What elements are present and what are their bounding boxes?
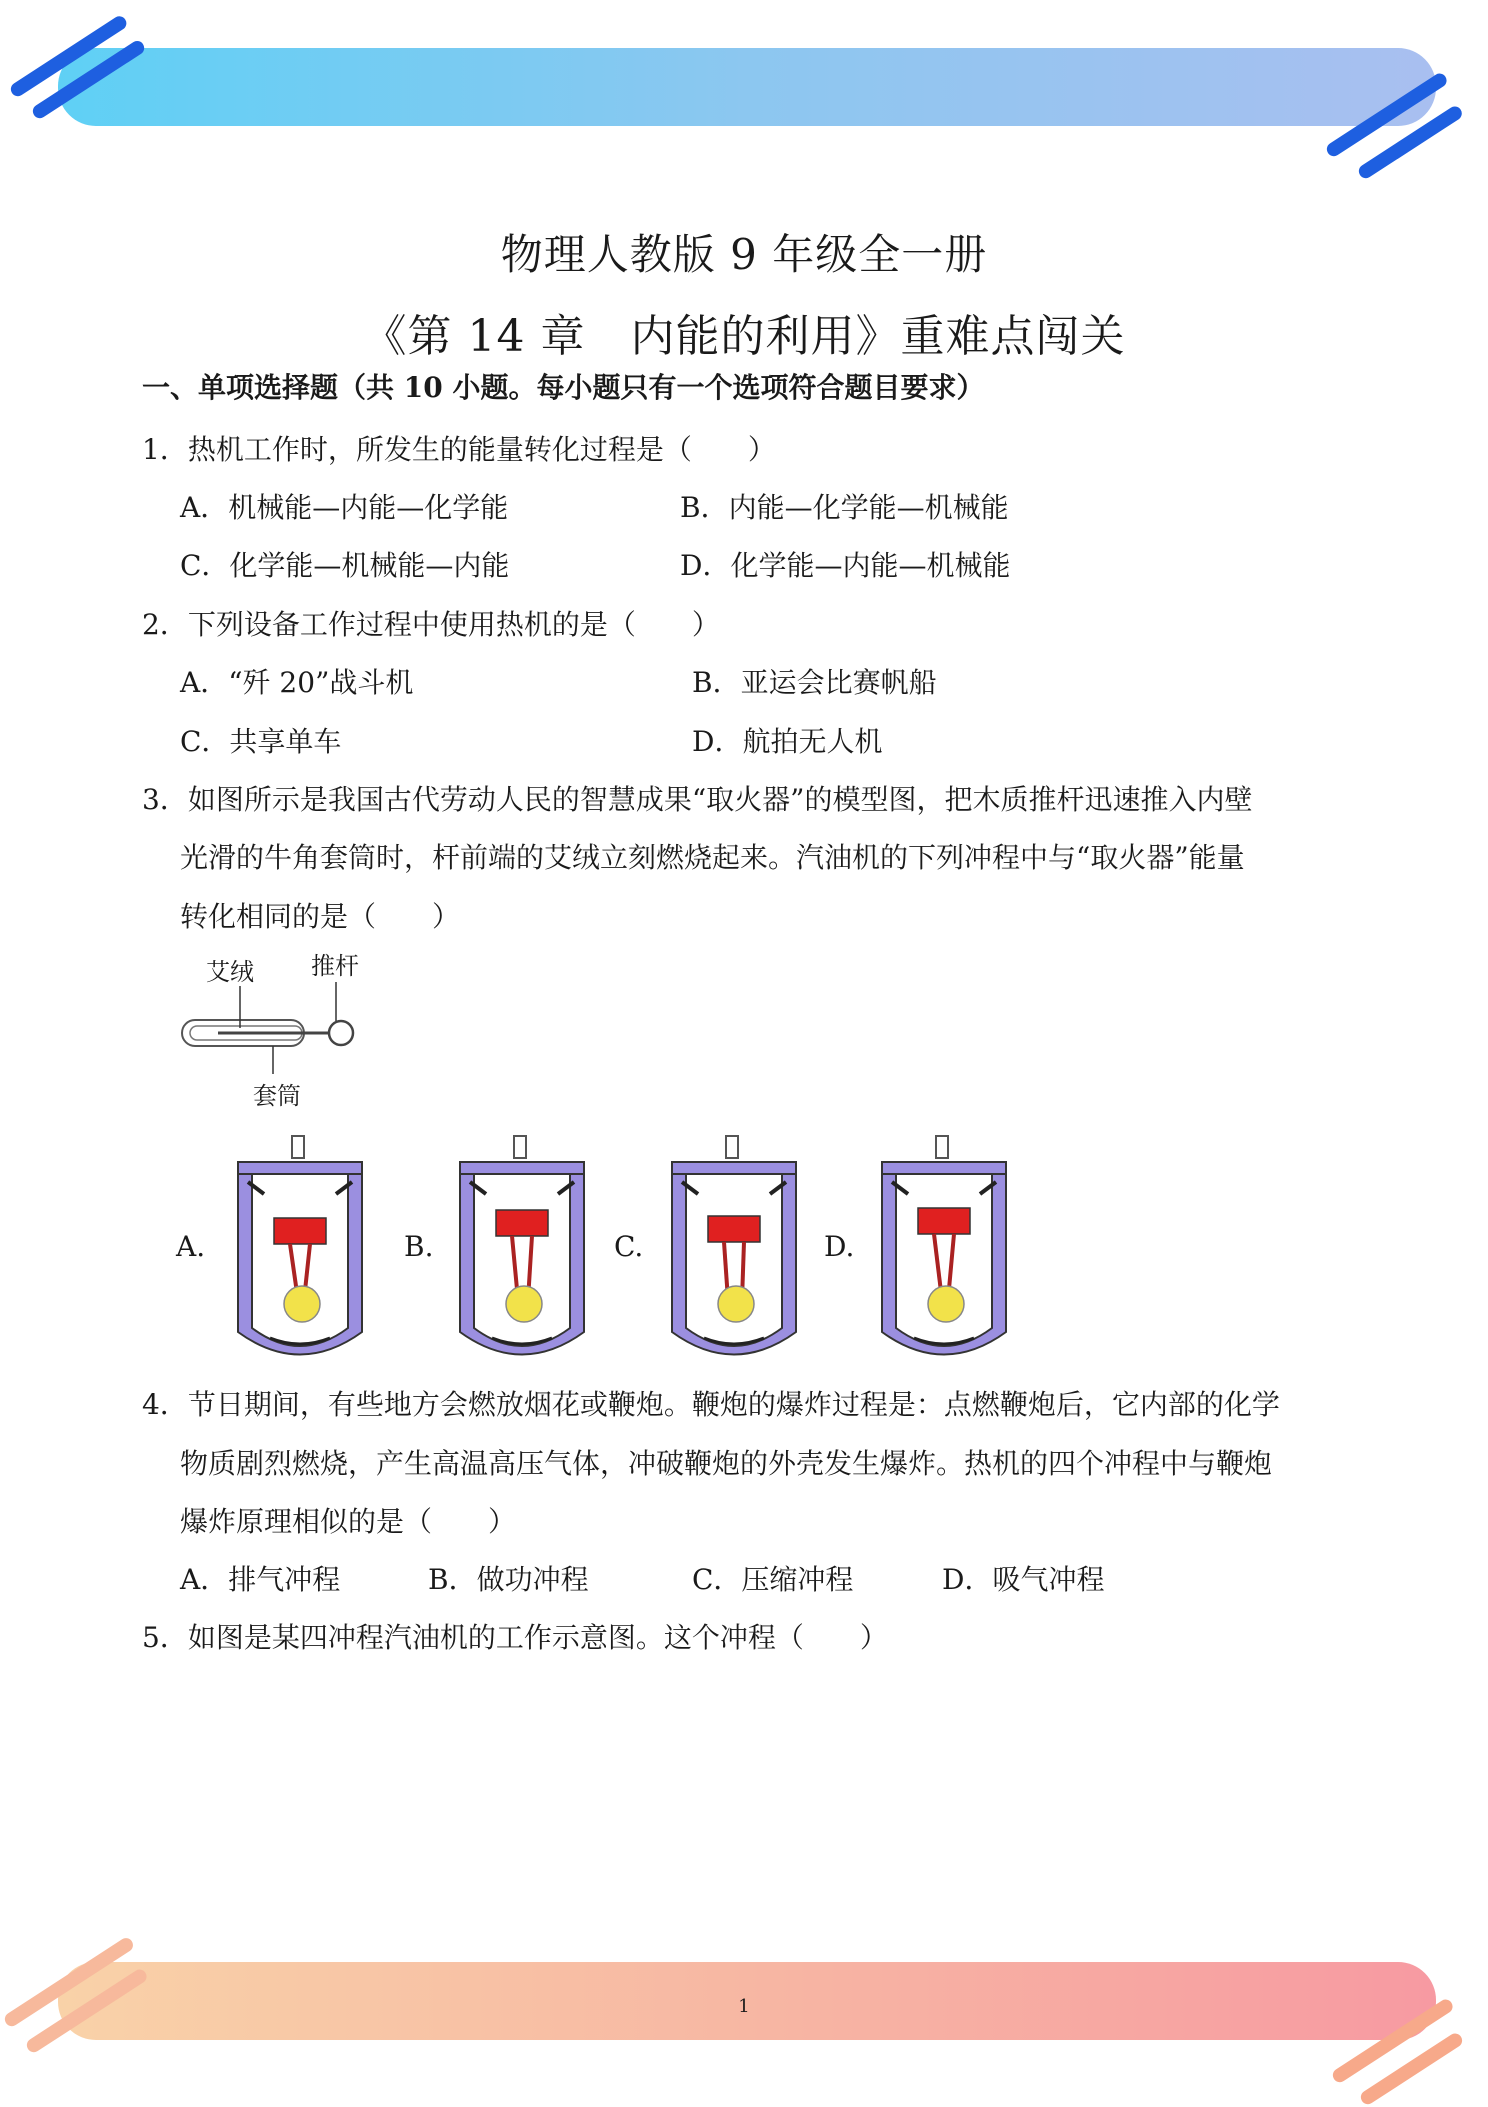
engine-diagram-b [452, 1132, 592, 1366]
engine-b-drawing [452, 1132, 592, 1362]
engine-c-drawing [664, 1132, 804, 1362]
footer-stripe [1358, 2031, 1465, 2107]
question-3-line-2: 光滑的牛角套筒时，杆前端的艾绒立刻燃烧起来。汽油机的下列冲程中与“取火器”能量 [180, 841, 1245, 874]
engine-diagram-a [230, 1132, 370, 1366]
label-airong: 艾绒 [206, 958, 254, 986]
header-banner [58, 48, 1436, 126]
question-3-line-3: 转化相同的是（ ） [180, 900, 461, 933]
question-4-option-a: A．排气冲程 [180, 1563, 341, 1596]
question-5-stem: 5．如图是某四冲程汽油机的工作示意图。这个冲程（ ） [142, 1621, 888, 1654]
question-1-option-d: D．化学能—内能—机械能 [680, 549, 1011, 582]
chapter-title: 《第 14 章 内能的利用》重难点闯关 [362, 311, 1126, 362]
engine-option-c-label: C. [614, 1230, 644, 1263]
question-2-option-d: D．航拍无人机 [692, 725, 883, 758]
engine-option-b-label: B. [404, 1230, 434, 1263]
engine-a-drawing [230, 1132, 370, 1362]
question-4-option-b: B．做功冲程 [428, 1563, 589, 1596]
question-1-option-a: A．机械能—内能—化学能 [180, 491, 509, 524]
engine-diagram-d [874, 1132, 1014, 1366]
question-2-stem: 2．下列设备工作过程中使用热机的是（ ） [142, 608, 720, 641]
question-4-line-1: 4．节日期间，有些地方会燃放烟花或鞭炮。鞭炮的爆炸过程是：点燃鞭炮后，它内部的化学 [142, 1388, 1280, 1421]
page-number: 1 [738, 1996, 750, 2017]
question-1-option-b: B．内能—化学能—机械能 [680, 491, 1009, 524]
engine-diagram-c [664, 1132, 804, 1366]
question-4-line-3: 爆炸原理相似的是（ ） [180, 1505, 517, 1538]
label-taotong: 套筒 [253, 1082, 301, 1110]
question-2-option-a: A．“歼 20”战斗机 [180, 666, 414, 699]
fire-starter-figure [178, 946, 378, 1116]
question-2-option-b: B．亚运会比赛帆船 [692, 666, 937, 699]
label-tuigan: 推杆 [311, 952, 359, 980]
question-1-stem: 1．热机工作时，所发生的能量转化过程是（ ） [142, 433, 776, 466]
section-heading: 一、单项选择题（共 10 小题。每小题只有一个选项符合题目要求） [142, 371, 985, 404]
page-title: 物理人教版 9 年级全一册 [500, 230, 988, 279]
question-4-option-c: C．压缩冲程 [692, 1563, 854, 1596]
question-4-option-d: D．吸气冲程 [942, 1563, 1105, 1596]
question-1-option-c: C．化学能—机械能—内能 [180, 549, 510, 582]
question-2-option-c: C．共享单车 [180, 725, 342, 758]
engine-option-a-label: A. [176, 1230, 206, 1263]
question-4-line-2: 物质剧烈燃烧，产生高温高压气体，冲破鞭炮的外壳发生爆炸。热机的四个冲程中与鞭炮 [180, 1447, 1273, 1480]
engine-option-d-label: D. [824, 1230, 855, 1263]
question-3-line-1: 3．如图所示是我国古代劳动人民的智慧成果“取火器”的模型图，把木质推杆迅速推入内壁 [142, 783, 1253, 816]
engine-d-drawing [874, 1132, 1014, 1362]
